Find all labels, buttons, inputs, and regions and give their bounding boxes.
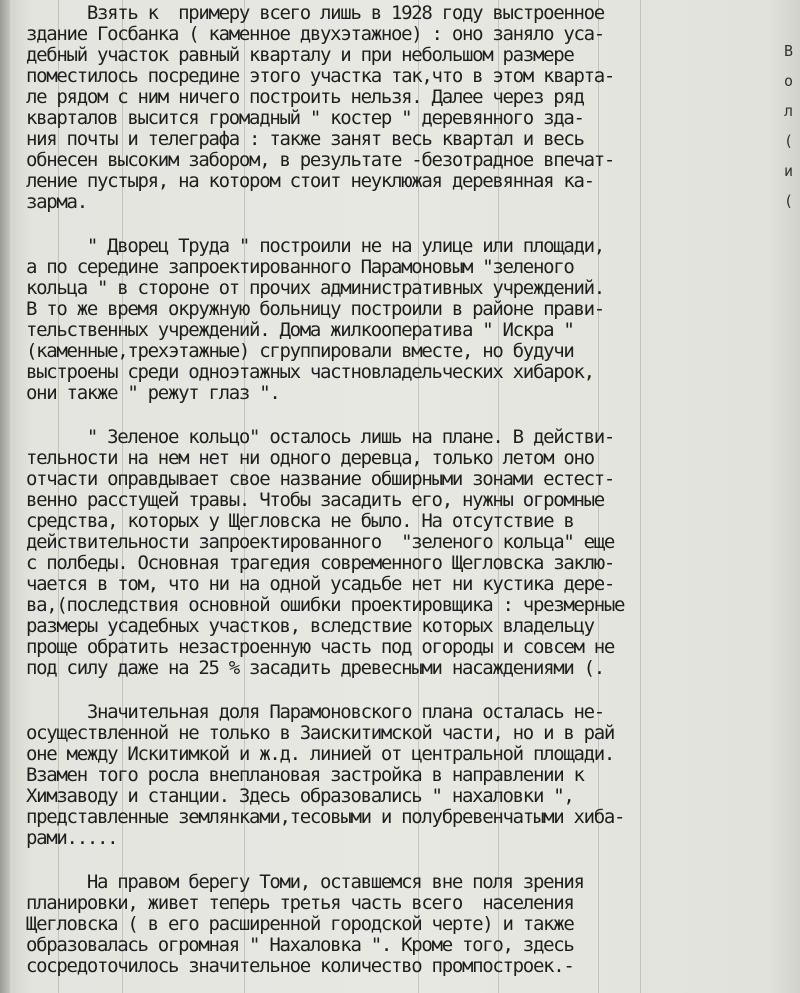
text-line: рами..... xyxy=(26,827,118,849)
text-line: Щегловска ( в его расширенной городской черте) и также xyxy=(26,913,574,935)
document-body xyxy=(26,0,796,977)
text-line: Химзаводу и станции. Здесь образовались " нахаловки ", xyxy=(26,785,574,807)
text-line: ния почты и телеграфа : также занят весь квартал и весь xyxy=(26,128,584,150)
text-line: оне между Искитимкой и ж.д. линией от центральной площади. xyxy=(26,743,615,765)
text-line: (каменные,трехэтажные) сгруппировали вместе, но будучи xyxy=(26,340,574,362)
edge-mark: ( xyxy=(784,132,794,150)
paragraph-gap xyxy=(26,404,796,427)
text-line: венно расстущей травы. Чтобы засадить его, нужны огромные xyxy=(26,489,604,511)
text-line: На правом берегу Томи, оставшемся вне поля зрения xyxy=(26,871,584,893)
text-line: " Дворец Труда " построили не на улице или площади, xyxy=(26,235,604,257)
paragraph-1 xyxy=(26,3,796,213)
text-line: проще обратить незастроенную часть под огороды и совсем не xyxy=(26,636,615,658)
text-line: тельности на нем нет ни одного деревца, только летом оно xyxy=(26,447,594,469)
text-line: образовалась огромная " Нахаловка ". Кроме того, здесь xyxy=(26,934,574,956)
edge-mark: В xyxy=(784,42,794,60)
text-line: осуществленной не только в Заискитимской части, но и в рай xyxy=(26,722,615,744)
text-line: обнесен высоким забором, в результате -безотрадное впечат- xyxy=(26,149,615,171)
text-line: Взамен того росла внеплановая застройка в направлении к xyxy=(26,764,584,786)
edge-mark: ( xyxy=(784,192,794,210)
paragraph-2 xyxy=(26,236,796,404)
text-line: здание Госбанка ( каменное двухэтажное) : оно заняло уса- xyxy=(26,23,604,45)
text-line: сосредоточилось значительное количество промпостроек.- xyxy=(26,955,574,977)
paragraph-4 xyxy=(26,702,796,849)
text-line: кварталов высится громадный " костер " деревянного зда- xyxy=(26,107,584,129)
text-line: зарма. xyxy=(26,191,87,213)
paragraph-gap xyxy=(26,679,796,702)
text-line: размеры усадебных участков, вследствие которых владельцу xyxy=(26,615,594,637)
text-line: средства, которых у Щегловска не было. На отсутствие в xyxy=(26,510,574,532)
right-edge-marks xyxy=(784,36,798,216)
paragraph-3 xyxy=(26,427,796,679)
edge-mark: л xyxy=(784,102,794,120)
paragraph-5 xyxy=(26,872,796,977)
text-line: ле рядом с ним ничего построить нельзя. Далее через ряд xyxy=(26,86,584,108)
text-line: они также " режут глаз ". xyxy=(26,382,280,404)
text-line: дебный участок равный кварталу и при небольшом размере xyxy=(26,44,574,66)
text-line: отчасти оправдывает свое название обширными зонами естест- xyxy=(26,468,615,490)
text-line: под силу даже на 25 % засадить древесными насаждениями (. xyxy=(26,657,604,679)
text-line: чается в том, что ни на одной усадьбе нет ни кустика дере- xyxy=(26,573,615,595)
text-line: ва,(последствия основной ошибки проектировщика : чрезмерные xyxy=(26,594,625,616)
text-line: с полбеды. Основная трагедия современного Щегловска заклю- xyxy=(26,552,615,574)
binding-shadow xyxy=(0,0,10,993)
text-line: действительности запроектированного "зеленого кольца" еще xyxy=(26,531,615,553)
text-line: планировки, живет теперь третья часть всего населения xyxy=(26,892,574,914)
text-line: В то же время окружную больницу построили в районе прави- xyxy=(26,298,604,320)
text-line: а по середине запроектированного Парамоновым "зеленого xyxy=(26,256,574,278)
text-line: выстроены среди одноэтажных частновладельческих хибарок, xyxy=(26,361,594,383)
edge-mark: и xyxy=(784,162,794,180)
text-line: ление пустыря, на котором стоит неуклюжая деревянная ка- xyxy=(26,170,594,192)
text-line: кольца " в стороне от прочих административных учреждений. xyxy=(26,277,604,299)
text-line: тельственных учреждений. Дома жилкооператива " Искра " xyxy=(26,319,574,341)
paragraph-gap xyxy=(26,849,796,872)
paragraph-gap xyxy=(26,213,796,236)
text-line: представленные землянками,тесовыми и полубревенчатыми хиба- xyxy=(26,806,625,828)
text-line: Взять к примеру всего лишь в 1928 году выстроенное xyxy=(26,2,604,24)
edge-mark: о xyxy=(784,72,794,90)
text-line: поместилось посредине этого участка так,что в этом кварта- xyxy=(26,65,615,87)
text-line: " Зеленое кольцо" осталось лишь на плане. В действи- xyxy=(26,426,615,448)
text-line: Значительная доля Парамоновского плана осталась не- xyxy=(26,701,604,723)
